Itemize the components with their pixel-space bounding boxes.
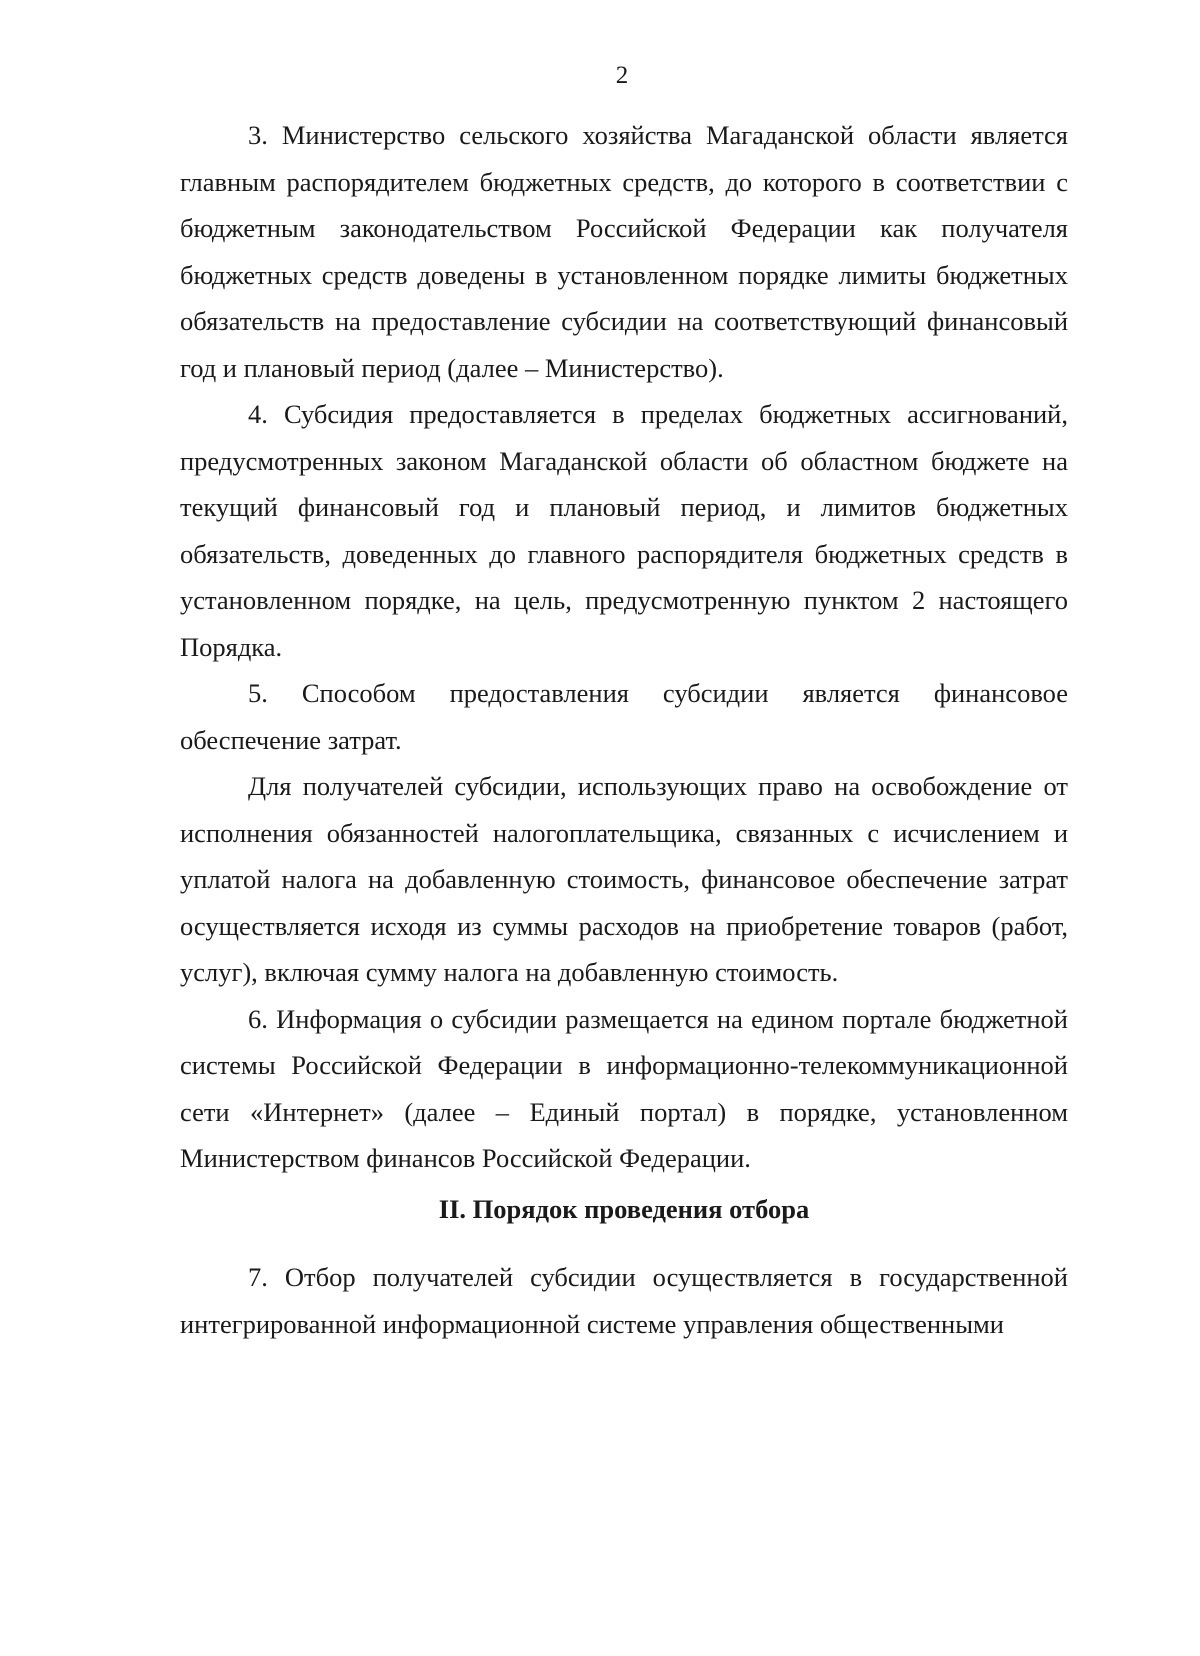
page-number: 2 xyxy=(615,62,629,89)
paragraph-6: 6. Информация о субсидии размещается на едином портале бюджетной системы Российской Федерации в информационно-телекоммуникационной сети «Интернет» (далее – Единый портал) в порядке, установленном Министерством финансов Российской Федерации. xyxy=(180,1003,1068,1173)
paragraph-vat-note: Для получателей субсидии, использующих право на освобождение от исполнения обязанностей налогоплательщика, связанных с исчислением и уплатой налога на добавленную стоимость, финансовое обеспечение затрат осуществляется исходя из суммы расходов на приобретение товаров (работ, услуг), включая сумму налога на добавленную стоимость. xyxy=(180,771,1068,987)
paragraph-7: 7. Отбор получателей субсидии осуществляется в государственной интегрированной информационной системе управления общественными xyxy=(180,1262,1068,1339)
document-body xyxy=(180,112,1068,1347)
section-heading: II. Порядок проведения отбора xyxy=(438,1193,810,1224)
paragraph-4: 4. Субсидия предоставляется в пределах бюджетных ассигнований, предусмотренных законом Магаданской области об областном бюджете на текущий финансовый год и плановый период, и лимитов бюджетных обязательств, доведенных до главного распорядителя бюджетных средств в установленном порядке, на цель, предусмотренную пунктом 2 настоящего Порядка. xyxy=(180,399,1068,662)
paragraph-5: 5. Способом предоставления субсидии является финансовое обеспечение затрат. xyxy=(180,678,1068,755)
paragraph-3: 3. Министерство сельского хозяйства Магаданской области является главным распорядителем бюджетных средств, до которого в соответствии с бюджетным законодательством Российской Федерации как получателя бюджетных средств доведены в установленном порядке лимиты бюджетных обязательств на предоставление субсидии на соответствующий финансовый год и плановый период (далее – Министерство). xyxy=(180,120,1068,383)
